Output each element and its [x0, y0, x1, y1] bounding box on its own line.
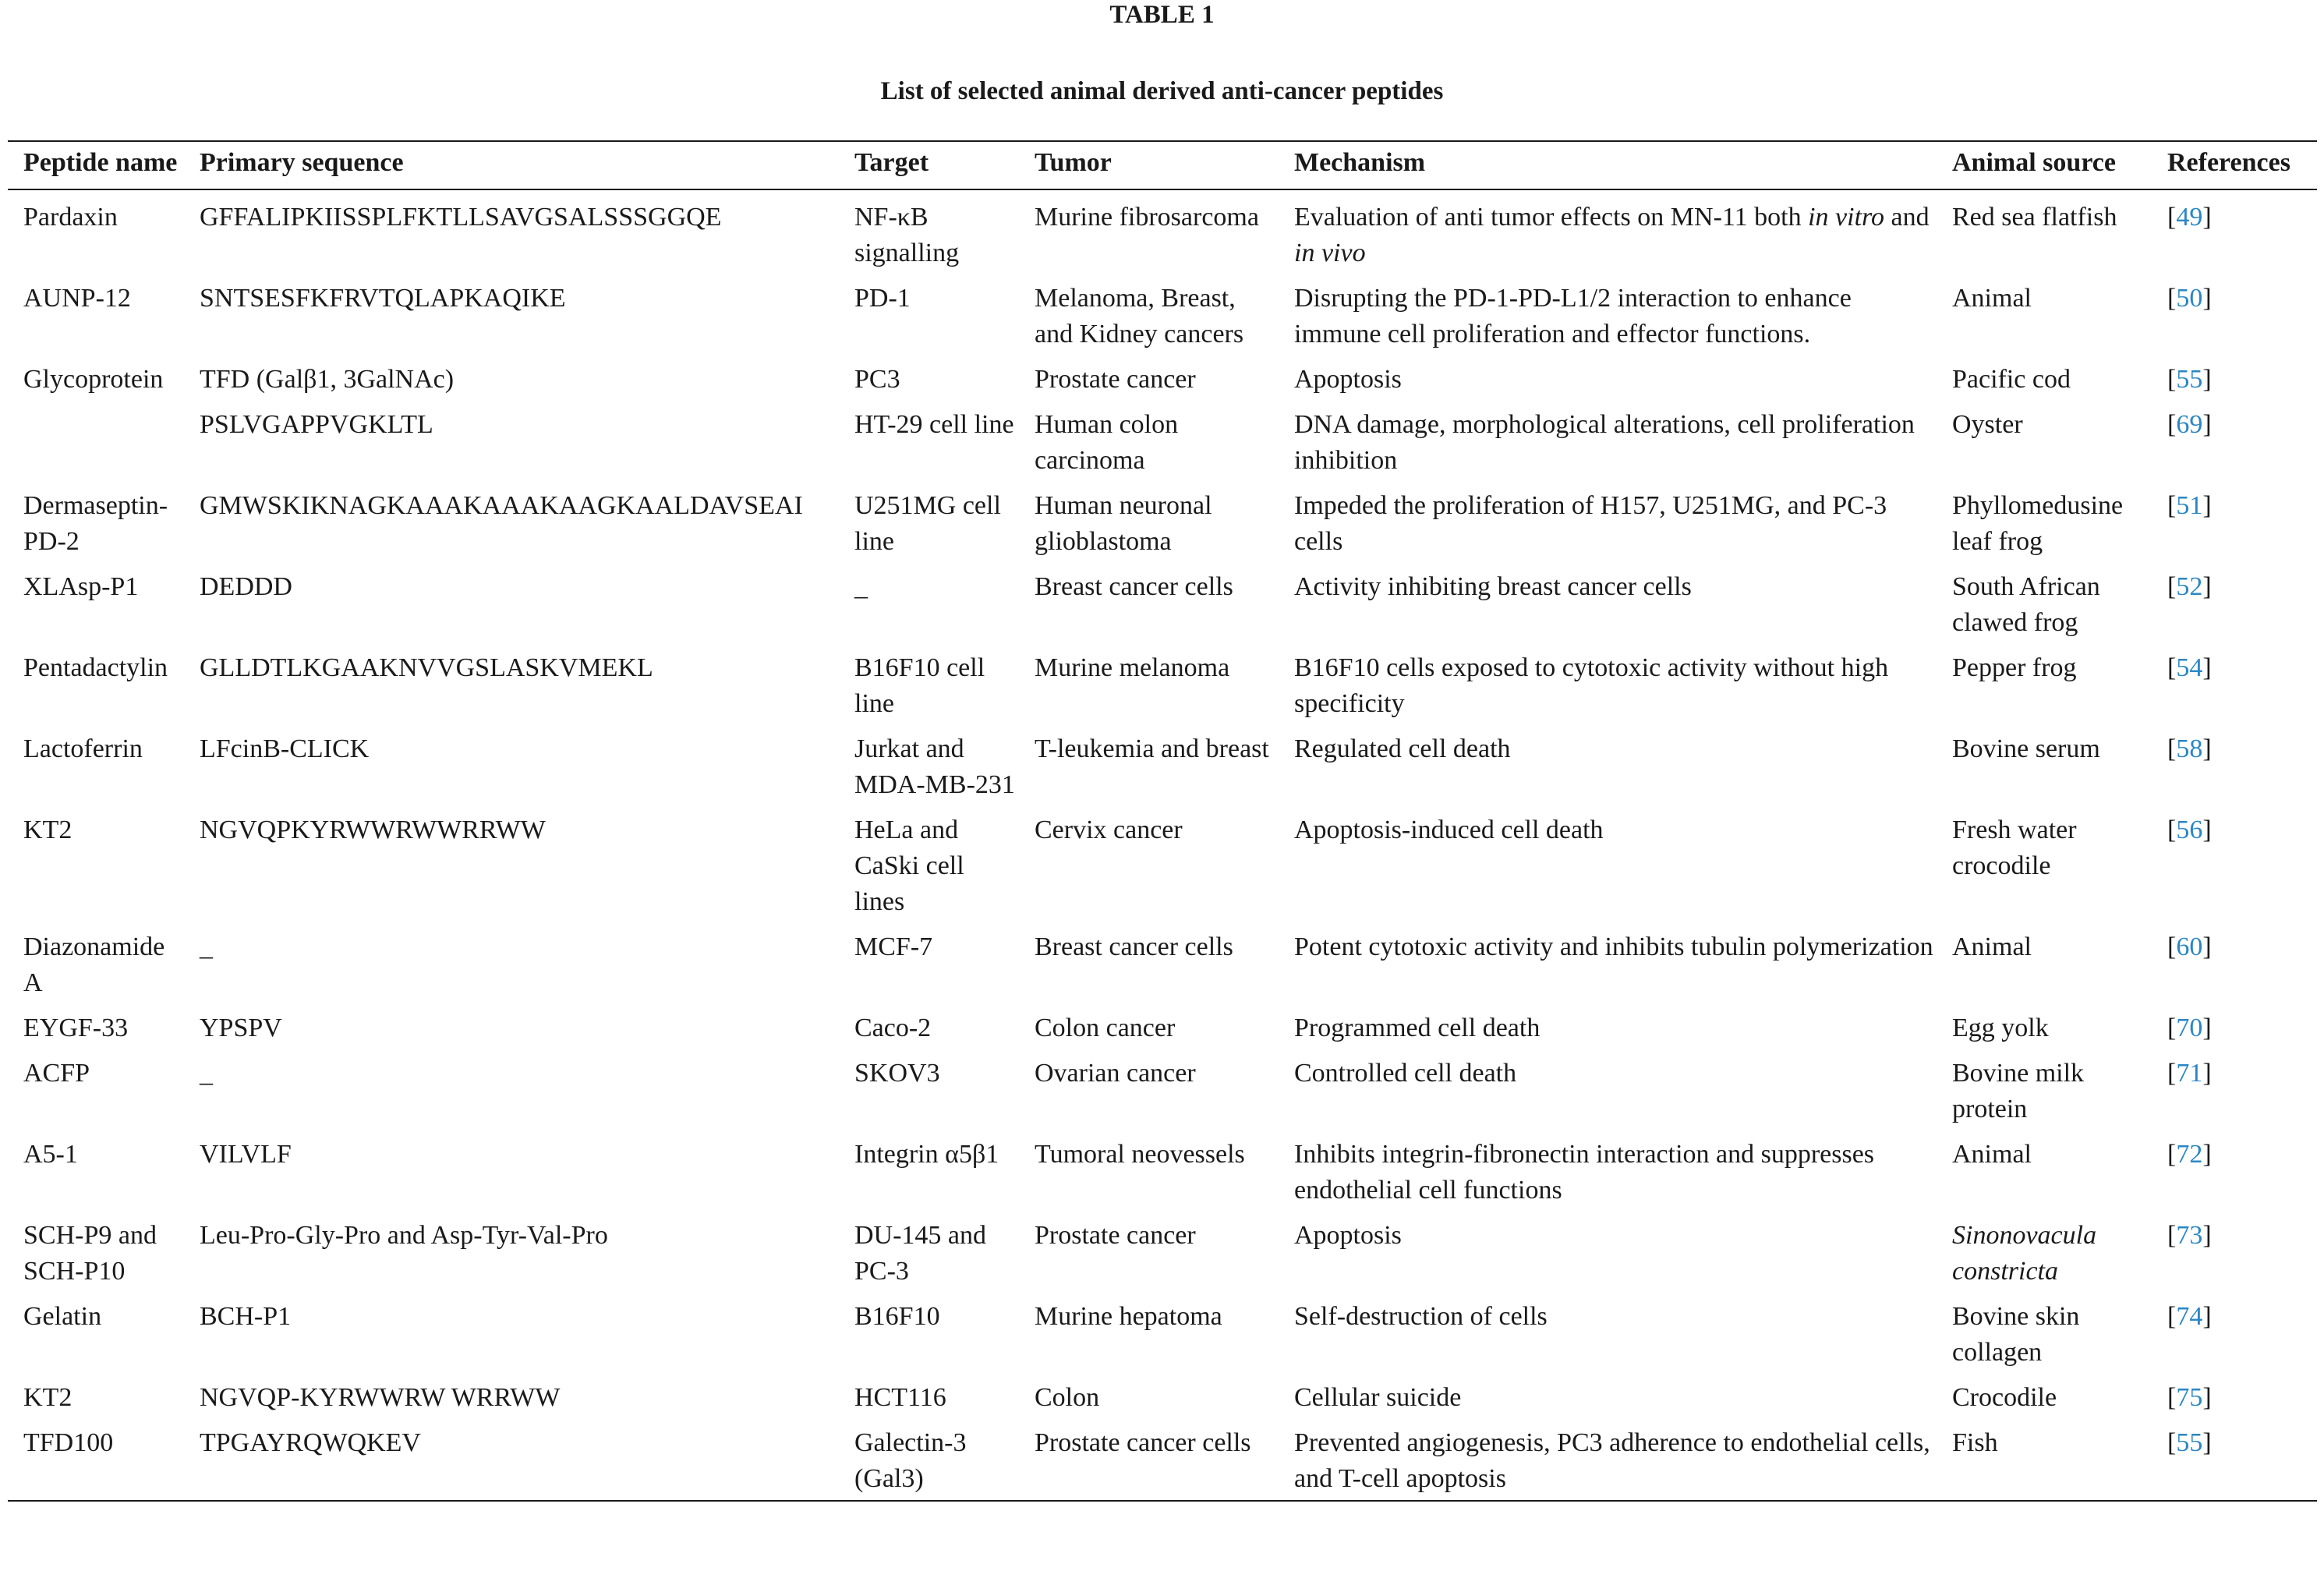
- mechanism-cell: [1279, 352, 1937, 398]
- reference-cell: [2152, 560, 2317, 641]
- primary-sequence-cell: DEDDD: [200, 572, 292, 601]
- tumor-cell: Prostate cancer cells: [1019, 1416, 1279, 1501]
- reference-link[interactable]: 55: [2176, 365, 2203, 394]
- mechanism-cell: [1279, 920, 1937, 1001]
- header-row: [8, 141, 2317, 189]
- primary-sequence-cell: BCH-P1: [200, 1302, 292, 1331]
- animal-source-cell: [1937, 1046, 2152, 1127]
- mechanism-cell-text: in vivo: [1294, 239, 1366, 267]
- peptide-name-cell: Lactoferrin: [23, 734, 143, 763]
- target-cell: HCT116: [854, 1383, 946, 1412]
- peptide-name-cell: Glycoprotein: [23, 365, 164, 394]
- mechanism-cell-text: DNA damage, morphological alterations, cell proliferation inhibition: [1294, 410, 1915, 475]
- ref-bracket-close: ]: [2202, 653, 2212, 682]
- animal-source-cell-text: Bovine milk protein: [1952, 1059, 2085, 1123]
- peptide-table: [8, 140, 2317, 1502]
- target-cell: B16F10: [854, 1302, 940, 1331]
- animal-source-cell-text: Fresh water crocodile: [1952, 816, 2077, 880]
- tumor-cell: Murine melanoma: [1035, 653, 1230, 682]
- ref-bracket-close: ]: [2202, 203, 2212, 232]
- ref-bracket-open: [: [2167, 203, 2177, 232]
- mechanism-cell: [1279, 398, 1937, 479]
- reference-cell: [2152, 1208, 2317, 1290]
- table-row: [8, 641, 2317, 722]
- tumor-cell: Breast cancer cells: [1035, 932, 1233, 961]
- animal-source-cell: [1937, 560, 2152, 641]
- animal-source-cell-text: Pacific cod: [1952, 365, 2071, 394]
- col-header-references: References: [2152, 141, 2317, 189]
- mechanism-cell-text: Programmed cell death: [1294, 1014, 1540, 1042]
- mechanism-cell-text: Disrupting the PD-1-PD-L1/2 interaction to enhance immune cell proliferation and effector functions.: [1294, 284, 1852, 349]
- ref-bracket-open: [: [2167, 816, 2177, 844]
- animal-source-cell: [1937, 722, 2152, 803]
- primary-sequence-cell: GLLDTLKGAAKNVVGSLASKVMEKL: [200, 653, 653, 682]
- primary-sequence-cell: GFFALIPKIISSPLFKTLLSAVGSALSSSGGQE: [200, 203, 722, 232]
- ref-bracket-close: ]: [2202, 1014, 2212, 1042]
- peptide-name-cell: SCH-P9 and SCH-P10: [23, 1221, 157, 1286]
- mechanism-cell: [1279, 722, 1937, 803]
- reference-link[interactable]: 75: [2176, 1383, 2203, 1412]
- tumor-cell: T-leukemia and breast: [1035, 734, 1269, 763]
- target-cell: PC3: [854, 365, 900, 394]
- primary-sequence-cell: PSLVGAPPVGKLTL: [200, 410, 433, 439]
- animal-source-cell: [1937, 271, 2152, 352]
- target-cell: Galectin-3 (Gal3): [839, 1416, 1019, 1501]
- reference-cell: [2152, 1416, 2317, 1501]
- tumor-cell: Murine hepatoma: [1035, 1302, 1222, 1331]
- animal-source-cell: [1937, 352, 2152, 398]
- reference-link[interactable]: 58: [2176, 734, 2203, 763]
- reference-link[interactable]: 52: [2176, 572, 2203, 601]
- table-row: [8, 189, 2317, 271]
- animal-source-cell: [1937, 641, 2152, 722]
- primary-sequence-cell: NGVQP-KYRWWRW WRRWW: [200, 1383, 561, 1412]
- animal-source-cell: [1937, 1290, 2152, 1371]
- reference-link[interactable]: 69: [2176, 410, 2203, 439]
- peptide-name-cell: Gelatin: [23, 1302, 102, 1331]
- tumor-cell: Human colon carcinoma: [1035, 410, 1179, 475]
- target-cell: NF-κB signalling: [854, 203, 960, 267]
- primary-sequence-cell: Leu-Pro-Gly-Pro and Asp-Tyr-Val-Pro: [200, 1221, 608, 1250]
- reference-link[interactable]: 70: [2176, 1014, 2203, 1042]
- animal-source-cell-text: Bovine skin collagen: [1952, 1302, 2080, 1367]
- primary-sequence-cell: SNTSESFKFRVTQLAPKAQIKE: [200, 284, 566, 313]
- animal-source-cell-text: Bovine serum: [1952, 734, 2100, 763]
- table-row: [8, 920, 2317, 1001]
- reference-link[interactable]: 56: [2176, 816, 2203, 844]
- tumor-cell: Tumoral neovessels: [1035, 1140, 1245, 1169]
- mechanism-cell: [1279, 479, 1937, 560]
- mechanism-cell-text: Impeded the proliferation of H157, U251MG, and PC-3 cells: [1294, 491, 1887, 556]
- reference-cell: [2152, 803, 2317, 920]
- reference-cell: [2152, 1290, 2317, 1371]
- reference-cell: [2152, 398, 2317, 479]
- reference-link[interactable]: 49: [2176, 203, 2203, 232]
- mechanism-cell-text: in vitro: [1808, 203, 1884, 232]
- tumor-cell: Breast cancer cells: [1035, 572, 1233, 601]
- table-row: [8, 271, 2317, 352]
- ref-bracket-open: [: [2167, 1140, 2177, 1169]
- animal-source-cell: [1937, 1001, 2152, 1046]
- peptide-name-cell: Pardaxin: [23, 203, 118, 232]
- ref-bracket-open: [: [2167, 491, 2177, 520]
- ref-bracket-close: ]: [2202, 1428, 2212, 1457]
- animal-source-cell: [1937, 1208, 2152, 1290]
- animal-source-cell: [1937, 1127, 2152, 1208]
- mechanism-cell: [1279, 1371, 1937, 1416]
- mechanism-cell: [1279, 1046, 1937, 1127]
- target-cell: DU-145 and PC-3: [854, 1221, 987, 1286]
- table-row: [8, 398, 2317, 479]
- tumor-cell: Murine fibrosarcoma: [1035, 203, 1259, 232]
- ref-bracket-open: [: [2167, 734, 2177, 763]
- table-title: List of selected animal derived anti-cancer peptides: [880, 77, 1444, 105]
- reference-cell: [2152, 1371, 2317, 1416]
- table-row: [8, 1001, 2317, 1046]
- table-row: [8, 1046, 2317, 1127]
- animal-source-cell-text: Sinonovacula constricta: [1952, 1221, 2097, 1286]
- mechanism-cell-text: Self-destruction of cells: [1294, 1302, 1548, 1331]
- primary-sequence-cell: TFD (Galβ1, 3GalNAc): [200, 365, 455, 394]
- primary-sequence-cell: LFcinB-CLICK: [200, 734, 370, 763]
- tumor-cell: Colon cancer: [1035, 1014, 1176, 1042]
- ref-bracket-open: [: [2167, 284, 2177, 313]
- primary-sequence-cell: _: [200, 1059, 213, 1088]
- mechanism-cell-text: Potent cytotoxic activity and inhibits tubulin polymerization: [1294, 932, 1933, 961]
- col-header-peptide-name: Peptide name: [8, 141, 184, 189]
- animal-source-cell: [1937, 479, 2152, 560]
- reference-cell: [2152, 479, 2317, 560]
- reference-link[interactable]: 72: [2176, 1140, 2203, 1169]
- tumor-cell: Cervix cancer: [1035, 816, 1183, 844]
- animal-source-cell-text: Animal: [1952, 284, 2032, 313]
- reference-cell: [2152, 1046, 2317, 1127]
- tumor-cell: Prostate cancer: [1035, 1221, 1196, 1250]
- animal-source-cell: [1937, 1416, 2152, 1501]
- reference-cell: [2152, 641, 2317, 722]
- ref-bracket-open: [: [2167, 932, 2177, 961]
- peptide-name-cell: EYGF-33: [23, 1014, 129, 1042]
- tumor-cell: Prostate cancer: [1035, 365, 1196, 394]
- animal-source-cell-text: Oyster: [1952, 410, 2023, 439]
- mechanism-cell-text: Apoptosis-induced cell death: [1294, 816, 1604, 844]
- ref-bracket-close: ]: [2202, 1221, 2212, 1250]
- ref-bracket-close: ]: [2202, 410, 2212, 439]
- animal-source-cell-text: Phyllomedusine leaf frog: [1952, 491, 2124, 556]
- mechanism-cell: [1279, 1416, 1937, 1501]
- peptide-name-cell: A5-1: [23, 1140, 78, 1169]
- peptide-name-cell: KT2: [23, 816, 73, 844]
- mechanism-cell-text: Prevented angiogenesis, PC3 adherence to endothelial cells, and T-cell apoptosis: [1294, 1428, 1930, 1493]
- reference-link[interactable]: 51: [2176, 491, 2203, 520]
- reference-link[interactable]: 60: [2176, 932, 2203, 961]
- ref-bracket-close: ]: [2202, 572, 2212, 601]
- tumor-cell: Human neuronal glioblastoma: [1035, 491, 1212, 556]
- table-row: [8, 803, 2317, 920]
- mechanism-cell: [1279, 271, 1937, 352]
- ref-bracket-close: ]: [2202, 1140, 2212, 1169]
- animal-source-cell-text: Egg yolk: [1952, 1014, 2049, 1042]
- peptide-name-cell: Dermaseptin-PD-2: [23, 491, 168, 556]
- table-row: [8, 560, 2317, 641]
- animal-source-cell-text: Animal: [1952, 1140, 2032, 1169]
- ref-bracket-open: [: [2167, 1221, 2177, 1250]
- peptide-name-cell: TFD100: [8, 1416, 184, 1501]
- ref-bracket-close: ]: [2202, 734, 2212, 763]
- reference-link[interactable]: 71: [2176, 1059, 2203, 1088]
- target-cell: B16F10 cell line: [854, 653, 985, 718]
- animal-source-cell-text: Crocodile: [1952, 1383, 2057, 1412]
- primary-sequence-cell: YPSPV: [200, 1014, 282, 1042]
- mechanism-cell-text: Evaluation of anti tumor effects on MN-11 both: [1294, 203, 1809, 232]
- col-header-tumor: Tumor: [1019, 141, 1279, 189]
- table-row: [8, 1416, 2317, 1501]
- mechanism-cell: [1279, 560, 1937, 641]
- mechanism-cell-text: Cellular suicide: [1294, 1383, 1462, 1412]
- ref-bracket-open: [: [2167, 1383, 2177, 1412]
- animal-source-cell-text: Fish: [1952, 1428, 1998, 1457]
- target-cell: PD-1: [854, 284, 911, 313]
- animal-source-cell: [1937, 803, 2152, 920]
- peptide-name-cell: KT2: [23, 1383, 73, 1412]
- ref-bracket-close: ]: [2202, 1302, 2212, 1331]
- ref-bracket-close: ]: [2202, 816, 2212, 844]
- mechanism-cell-text: Activity inhibiting breast cancer cells: [1294, 572, 1692, 601]
- table-row: [8, 1127, 2317, 1208]
- tumor-cell: Colon: [1035, 1383, 1100, 1412]
- mechanism-cell-text: Apoptosis: [1294, 365, 1402, 394]
- primary-sequence-cell: GMWSKIKNAGKAAAKAAAKAAGKAALDAVSEAI: [200, 491, 803, 520]
- col-header-animal-source: Animal source: [1937, 141, 2152, 189]
- animal-source-cell-text: Pepper frog: [1952, 653, 2077, 682]
- target-cell: Integrin α5β1: [854, 1140, 999, 1169]
- table-body: [8, 189, 2317, 1501]
- ref-bracket-close: ]: [2202, 932, 2212, 961]
- table-row: [8, 1208, 2317, 1290]
- animal-source-cell: [1937, 1371, 2152, 1416]
- ref-bracket-open: [: [2167, 1302, 2177, 1331]
- primary-sequence-cell: NGVQPKYRWWRWWRRWW: [200, 816, 546, 844]
- table-row: [8, 1290, 2317, 1371]
- table-row: [8, 1371, 2317, 1416]
- ref-bracket-close: ]: [2202, 1059, 2212, 1088]
- reference-cell: [2152, 1127, 2317, 1208]
- animal-source-cell: [1937, 189, 2152, 271]
- reference-cell: [2152, 722, 2317, 803]
- reference-cell: [2152, 271, 2317, 352]
- tumor-cell: Melanoma, Breast, and Kidney cancers: [1035, 284, 1244, 349]
- mechanism-cell: [1279, 641, 1937, 722]
- table-row: [8, 352, 2317, 398]
- table-row: [8, 479, 2317, 560]
- mechanism-cell-text: and: [1884, 203, 1930, 232]
- tumor-cell: Ovarian cancer: [1035, 1059, 1196, 1088]
- mechanism-cell: [1279, 1127, 1937, 1208]
- reference-cell: [2152, 352, 2317, 398]
- mechanism-cell-text: Apoptosis: [1294, 1221, 1402, 1250]
- col-header-primary-sequence: Primary sequence: [184, 141, 839, 189]
- col-header-target: Target: [839, 141, 1019, 189]
- target-cell: Caco-2: [854, 1014, 932, 1042]
- target-cell: Jurkat and MDA-MB-231: [854, 734, 1015, 799]
- ref-bracket-close: ]: [2202, 284, 2212, 313]
- target-cell: U251MG cell line: [854, 491, 1001, 556]
- mechanism-cell: [1279, 1290, 1937, 1371]
- ref-bracket-open: [: [2167, 1014, 2177, 1042]
- animal-source-cell: [1937, 920, 2152, 1001]
- reference-link[interactable]: 74: [2176, 1302, 2203, 1331]
- primary-sequence-cell: TPGAYRQWQKEV: [184, 1416, 839, 1501]
- animal-source-cell-text: Animal: [1952, 932, 2032, 961]
- animal-source-cell-text: South African clawed frog: [1952, 572, 2100, 637]
- mechanism-cell: [1279, 1001, 1937, 1046]
- reference-cell: [2152, 920, 2317, 1001]
- table-row: [8, 722, 2317, 803]
- target-cell: SKOV3: [854, 1059, 940, 1088]
- ref-bracket-close: ]: [2202, 1383, 2212, 1412]
- reference-cell: [2152, 189, 2317, 271]
- reference-link[interactable]: 55: [2176, 1428, 2203, 1457]
- ref-bracket-close: ]: [2202, 491, 2212, 520]
- target-cell: HT-29 cell line: [854, 410, 1014, 439]
- reference-cell: [2152, 1001, 2317, 1046]
- target-cell: HeLa and CaSki cell lines: [854, 816, 964, 916]
- animal-source-cell-text: Red sea flatfish: [1952, 203, 2117, 232]
- mechanism-cell: [1279, 1208, 1937, 1290]
- ref-bracket-open: [: [2167, 1059, 2177, 1088]
- animal-source-cell: [1937, 398, 2152, 479]
- target-cell: _: [854, 572, 868, 601]
- mechanism-cell: [1279, 803, 1937, 920]
- ref-bracket-open: [: [2167, 572, 2177, 601]
- reference-link[interactable]: 54: [2176, 653, 2203, 682]
- reference-link[interactable]: 50: [2176, 284, 2203, 313]
- peptide-name-cell: AUNP-12: [23, 284, 131, 313]
- mechanism-cell: [1279, 189, 1937, 271]
- peptide-name-cell: Diazonamide A: [23, 932, 165, 997]
- mechanism-cell-text: Regulated cell death: [1294, 734, 1511, 763]
- ref-bracket-open: [: [2167, 1428, 2177, 1457]
- table-label: TABLE 1: [1109, 1, 1215, 29]
- target-cell: MCF-7: [854, 932, 933, 961]
- reference-link[interactable]: 73: [2176, 1221, 2203, 1250]
- peptide-name-cell: XLAsp-P1: [23, 572, 139, 601]
- mechanism-cell-text: Inhibits integrin-fibronectin interaction and suppresses endothelial cell functions: [1294, 1140, 1875, 1205]
- ref-bracket-close: ]: [2202, 365, 2212, 394]
- primary-sequence-cell: VILVLF: [200, 1140, 292, 1169]
- peptide-name-cell: Pentadactylin: [23, 653, 168, 682]
- ref-bracket-open: [: [2167, 653, 2177, 682]
- col-header-mechanism: Mechanism: [1279, 141, 1937, 189]
- peptide-name-cell: ACFP: [23, 1059, 90, 1088]
- mechanism-cell-text: B16F10 cells exposed to cytotoxic activity without high specificity: [1294, 653, 1889, 718]
- peptide-name-cell: [8, 398, 184, 479]
- ref-bracket-open: [: [2167, 365, 2177, 394]
- primary-sequence-cell: _: [200, 932, 213, 961]
- mechanism-cell-text: Controlled cell death: [1294, 1059, 1517, 1088]
- ref-bracket-open: [: [2167, 410, 2177, 439]
